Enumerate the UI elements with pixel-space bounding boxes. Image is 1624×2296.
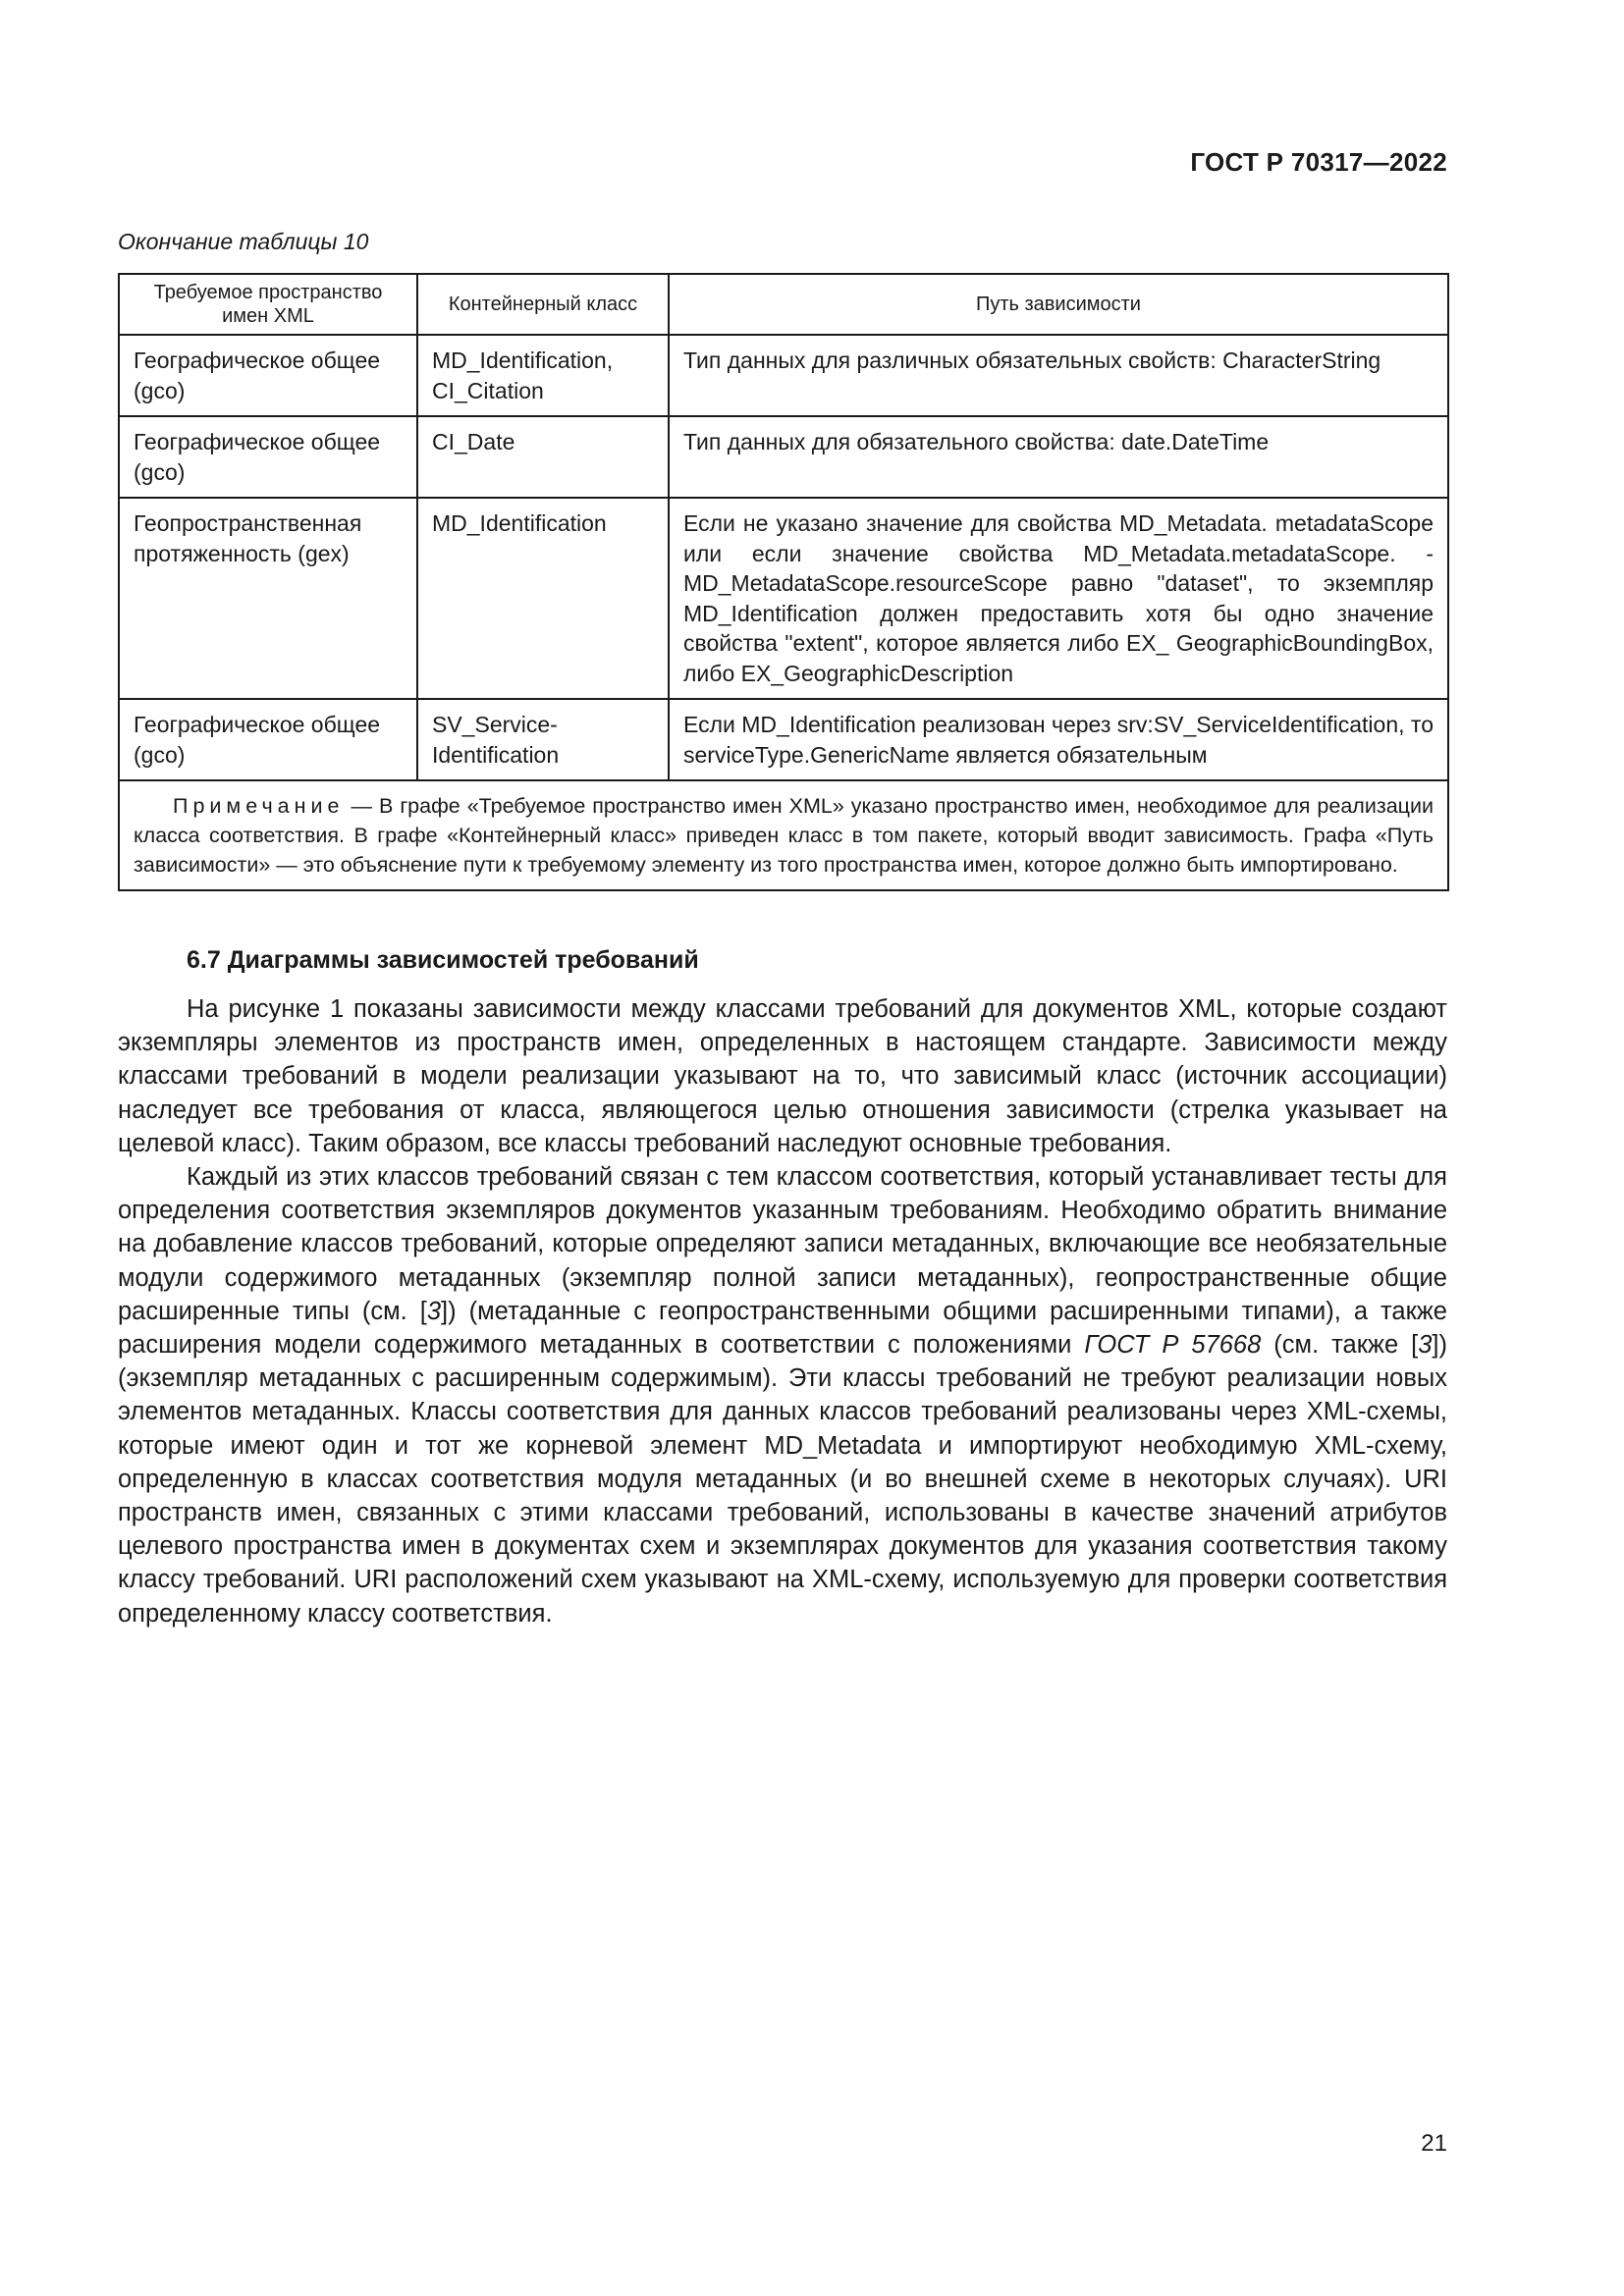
column-header-container-class: Контейнерный класс [417,274,669,335]
table-row [119,335,1448,416]
container-class-cell: SV_Service-Identification [417,699,669,780]
paragraph [118,1160,1447,1630]
container-class-cell: MD_Identification [417,498,669,699]
standard-reference: ГОСТ Р 57668 [1084,1331,1262,1360]
dependency-path-cell: Если MD_Identification реализован через srv:SV_ServiceIdentification, то serviceType.GenericName является обязательным [669,699,1448,780]
table-caption: Окончание таблицы 10 [118,229,369,254]
namespace-cell: Географическое общее (gco) [119,699,417,780]
column-header-dependency-path: Путь зависимости [669,274,1448,335]
paragraph-text: ]) (экземпляр метаданных с расширенным содержимым). Эти классы требований не требуют реализации новых элементов метаданных. Классы соответствия для данных классов требований реализованы через XML-схемы, которые имеют один и тот же корневой элемент MD_Metadata и импортируют необходимую XML-схему, определенную в классах соответствия модуля метаданных (и во внешней схеме в некоторых случаях). URI пространств имен, связанных с этими классами требований, использованы в качестве значений атрибутов целевого пространства имен в документах схем и экземплярах документов для указания соответствия такому классу требований. URI расположений схем указывают на XML-схему, используемую для проверки соответствия определенному классу соответствия. [118,1331,1447,1628]
namespace-cell: Геопространственная протяженность (gex) [119,498,417,699]
standard-designation: ГОСТ Р 70317—2022 [1190,147,1447,177]
table-note [119,780,1448,890]
reference-number: 3 [1418,1331,1433,1360]
note-label: Примечание [173,794,345,818]
section-heading: 6.7 Диаграммы зависимостей требований [187,946,699,974]
namespace-cell: Географическое общее (gco) [119,335,417,416]
paragraph-text: ]) (метаданные с геопространственными общими расширенными типами), а также расширения модели содержимого метаданных в соответствии с положениями [118,1297,1447,1360]
dependency-path-cell: Тип данных для обязательного свойства: date.DateTime [669,416,1448,498]
table-row [119,699,1448,780]
column-header-namespace: Требуемое пространство имен XML [119,274,417,335]
table-row [119,416,1448,498]
dependency-path-cell: Тип данных для различных обязательных свойств: CharacterString [669,335,1448,416]
container-class-cell: MD_Identification, CI_Citation [417,335,669,416]
namespace-cell: Географическое общее (gco) [119,416,417,498]
dependency-table [118,273,1449,891]
table-header-row [119,274,1448,335]
reference-number: 3 [426,1297,442,1325]
paragraph-text: (см. также [ [1261,1331,1419,1360]
table-row [119,498,1448,699]
section-body [118,992,1447,1630]
paragraph: На рисунке 1 показаны зависимости между классами требований для документов XML, которые создают экземпляры элементов из пространств имен, определенных в настоящем стандарте. Зависимости между классами требований в модели реализации указывают на то, что зависимый класс (источник ассоциации) наследует все требования от класса, являющегося целью отношения зависимости (стрелка указывает на целевой класс). Таким образом, все классы требований наследуют основные требования. [118,995,1447,1157]
note-text: — В графе «Требуемое пространство имен XML» указано пространство имен, необходимое для реализации класса соответствия. В графе «Контейнерный класс» приведен класс в том пакете, который вводит зависимость. Графа «Путь зависимости» — это объяснение пути к требуемому элементу из того пространства имен, которое должно быть импортировано. [134,794,1434,877]
paragraph-text: Каждый из этих классов требований связан с тем классом соответствия, который устанавливает тесты для определения соответствия экземпляров документов указанным требованиям. Необходимо обратить внимание на добавление классов требований, которые определяют записи метаданных, включающие все необязательные модули содержимого метаданных (экземпляр полной записи метаданных), геопространственные общие расширенные типы (см. [ [118,1163,1447,1325]
table-note-row [119,780,1448,890]
page-number: 21 [1421,2130,1447,2157]
container-class-cell: CI_Date [417,416,669,498]
dependency-path-cell: Если не указано значение для свойства MD_Metadata. metadataScope или если значение свойства MD_Metadata.metadataScope. -MD_MetadataScope.resourceScope равно "dataset", то экземпляр MD_Identification должен предоставить хотя бы одно значение свойства "extent", которое является либо EX_ GeographicBoundingBox, либо EX_GeographicDescription [669,498,1448,699]
